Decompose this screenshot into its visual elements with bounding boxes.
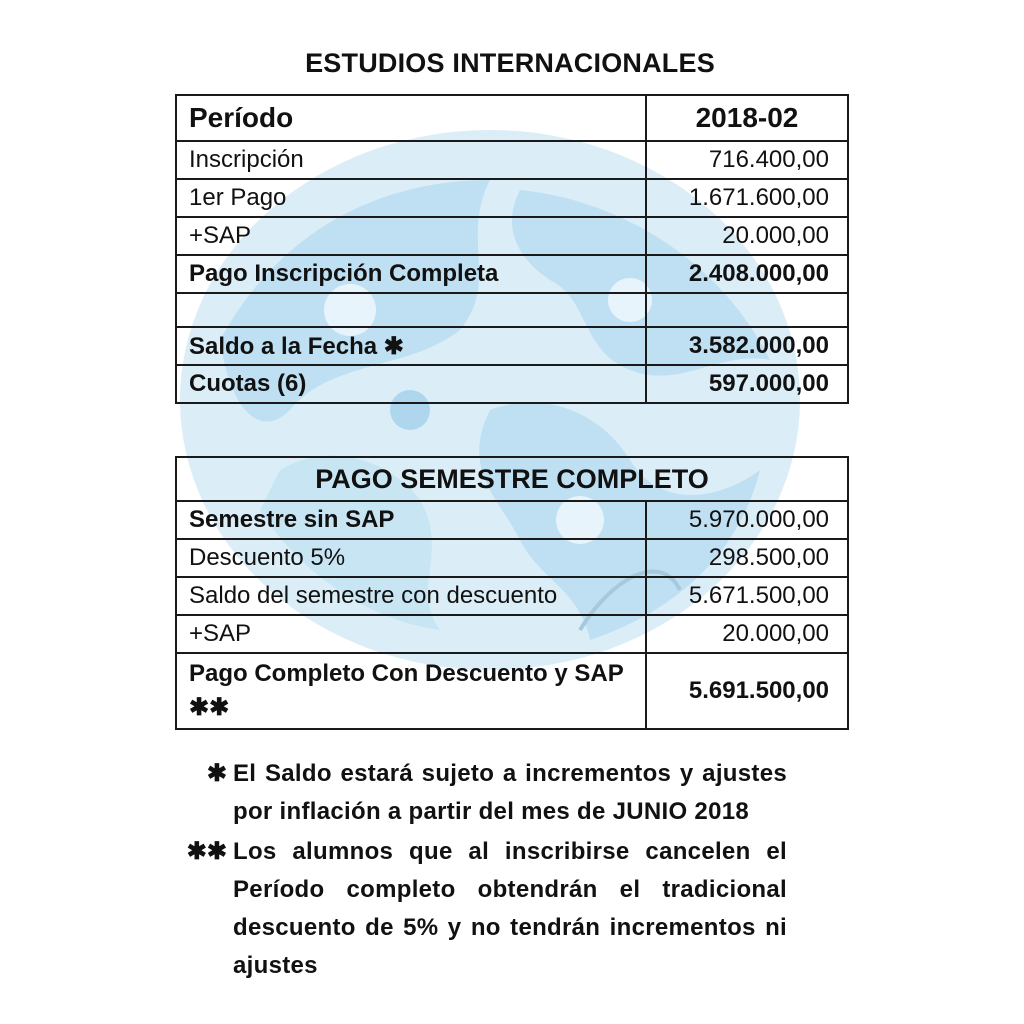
row-label: Saldo a la Fecha ✱ [176,327,646,365]
row-value: 3.582.000,00 [646,327,848,365]
table-row [176,141,848,179]
row-label: Pago Completo Con Descuento y SAP ✱✱ [176,653,646,729]
row-label: +SAP [176,217,646,255]
footnote [175,833,787,985]
row-value: 716.400,00 [646,141,848,179]
footnote [175,755,787,831]
row-value: 5.671.500,00 [646,577,848,615]
row-label [176,293,646,327]
footnote-text: Los alumnos que al inscribirse cancelen el Período completo obtendrán el tradicional descuento de 5% y no tendrán incrementos ni ajustes [233,838,787,979]
page-title: ESTUDIOS INTERNACIONALES [305,48,715,78]
row-label: Cuotas (6) [176,365,646,403]
table-row [176,179,848,217]
table-row [176,501,848,539]
asterisk-marker: ✱ [206,760,227,787]
table-row-total [176,255,848,293]
period-value: 2018-02 [646,95,848,141]
footnote-text: El Saldo estará sujeto a incrementos y ajustes por inflación a partir del mes de JUNIO 2018 [233,760,787,825]
footnotes [175,755,787,987]
period-label: Período [176,95,646,141]
row-label: Saldo del semestre con descuento [176,577,646,615]
row-value: 20.000,00 [646,615,848,653]
row-label: Descuento 5% [176,539,646,577]
row-label: Semestre sin SAP [176,501,646,539]
row-value: 5.970.000,00 [646,501,848,539]
table-row [176,615,848,653]
table-header [176,457,848,501]
row-label: 1er Pago [176,179,646,217]
row-label: Pago Inscripción Completa [176,255,646,293]
row-value: 5.691.500,00 [646,653,848,729]
row-value: 597.000,00 [646,365,848,403]
table-row-balance [176,327,848,365]
row-label: +SAP [176,615,646,653]
row-value: 2.408.000,00 [646,255,848,293]
row-value: 1.671.600,00 [646,179,848,217]
table-title: PAGO SEMESTRE COMPLETO [176,457,848,501]
row-value: 20.000,00 [646,217,848,255]
table-row [176,217,848,255]
full-semester-table [175,456,849,730]
table-row [176,577,848,615]
row-value: 298.500,00 [646,539,848,577]
row-value [646,293,848,327]
table-row-total [176,653,848,729]
row-label: Inscripción [176,141,646,179]
double-asterisk-marker: ✱✱ [186,838,227,865]
table-row-blank [176,293,848,327]
table-row [176,539,848,577]
tuition-table [175,94,849,404]
table-row-installments [176,365,848,403]
table-row-header [176,95,848,141]
